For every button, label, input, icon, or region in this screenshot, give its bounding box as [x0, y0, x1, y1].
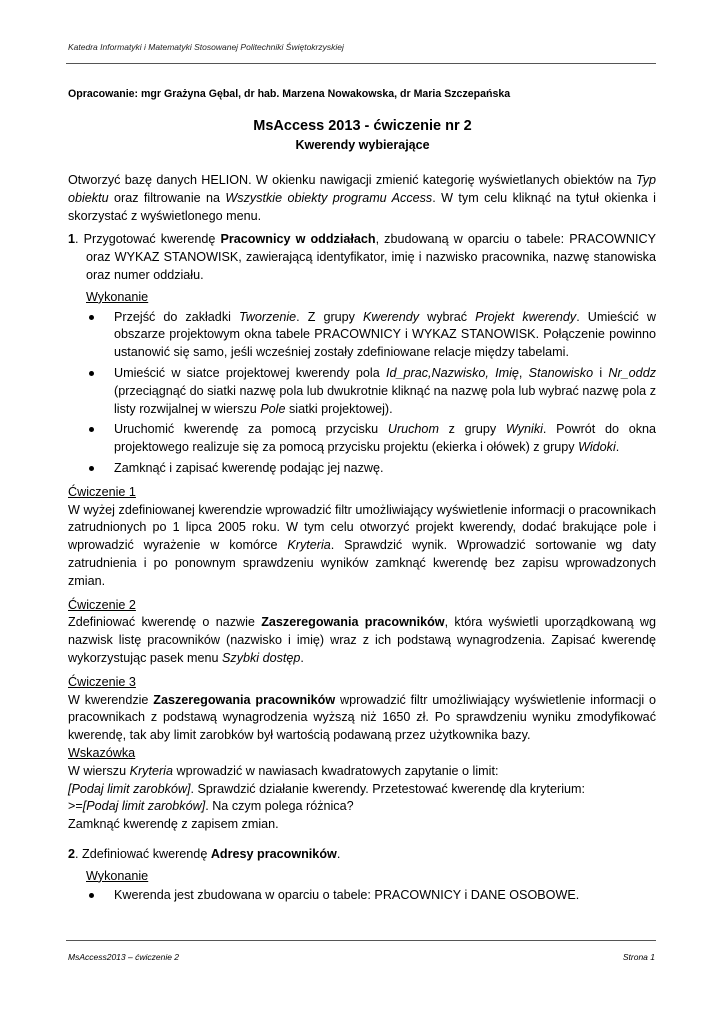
footer-left: MsAccess2013 – ćwiczenie 2 [68, 952, 180, 962]
hint-line-4: Zamknąć kwerendę z zapisem zmian. [68, 817, 279, 832]
task-2-steps [86, 887, 656, 905]
intro-paragraph: Otworzyć bazę danych HELION. W okienku nawigacji zmienić kategorię wyświetlanych obiektów na Typ obiektu oraz filtrowanie na Wszystkie obiekty programu Access. W tym celu kliknąć na tytuł okienka i skorzystać z wyświetlonego menu. [68, 173, 656, 223]
footer-rule [66, 940, 656, 941]
header-rule [66, 63, 656, 64]
list-item: Przejść do zakładki Tworzenie. Z grupy Kwerendy wybrać Projekt kwerendy. Umieścić w obszarze projektowym okna tabele PRACOWNICY i WYKAZ STANOWISK. Połączenie powinno ustanowić się samo, jeśli wcześniej zostały zdefiniowane relacje między tabelami. [86, 309, 656, 362]
exercise-3-text: W kwerendzie Zaszeregowania pracowników wprowadzić filtr umożliwiający wyświetlenie informacji o pracownikach z podstawą wynagrodzenia wyższą niż 1650 zł. Po sprawdzeniu wyniku zmodyfikować kwerendę, tak aby limit zarobków był wartością podawaną przez użytkownika bazy. [68, 692, 657, 743]
list-item: Umieścić w siatce projektowej kwerendy pola Id_prac,Nazwisko, Imię, Stanowisko i Nr_oddz (przeciągnąć do siatki nazwę pola lub dwukrotnie kliknąć na nazwę pola lub wybrać nazwę pola z listy rozwijalnej w wierszu Pole siatki projektowej). [86, 365, 656, 418]
bullet-icon [89, 427, 94, 432]
document-body [68, 172, 656, 908]
task-1-wykonanie-heading: Wykonanie [86, 289, 149, 304]
list-item: Zamknąć i zapisać kwerendę podając jej nazwę. [86, 460, 656, 478]
page-number: Strona 1 [622, 952, 655, 962]
authors-line: Opracowanie: mgr Grażyna Gębal, dr hab. Marzena Nowakowska, dr Maria Szczepańska [68, 88, 511, 100]
list-item: Uruchomić kwerendę za pomocą przycisku Uruchom z grupy Wyniki. Powrót do okna projektowego realizuje się za pomocą przycisku projektu (ekierka i ołówek) z grupy Widoki. [86, 421, 656, 457]
hint-line-2: [Podaj limit zarobków]. Sprawdzić działanie kwerendy. Przetestować kwerendę dla kryterium: [68, 781, 586, 796]
exercise-1-text: W wyżej zdefiniowanej kwerendzie wprowadzić filtr umożliwiający wyświetlenie informacji o pracownikach zatrudnionych po 1 lipca 2005 roku. W tym celu otworzyć projekt kwerendy, dodać brakujące pole i wprowadzić wyrażenie w komórce Kryteria. Sprawdzić wynik. Wprowadzić sortowanie wg daty zatrudnienia i po ponownym sprawdzeniu wyników zamknąć kwerendę bez zapisu wprowadzonych zmian. [68, 502, 656, 588]
document-title: MsAccess 2013 - ćwiczenie nr 2 [253, 118, 472, 134]
list-item: Kwerenda jest zbudowana w oparciu o tabele: PRACOWNICY i DANE OSOBOWE. [86, 887, 656, 905]
task-1-steps [86, 309, 656, 478]
document-subtitle: Kwerendy wybierające [295, 138, 430, 152]
hint-line-1: W wierszu Kryteria wprowadzić w nawiasach kwadratowych zapytanie o limit: [68, 763, 499, 778]
page-header: Katedra Informatyki i Matematyki Stosowanej Politechniki Świętokrzyskiej [68, 42, 344, 52]
hint-heading: Wskazówka [68, 745, 136, 760]
hint-line-3: >=[Podaj limit zarobków]. Na czym polega różnica? [68, 799, 354, 814]
bullet-icon [89, 315, 94, 320]
bullet-icon [89, 466, 94, 471]
exercise-3-heading: Ćwiczenie 3 [68, 674, 136, 689]
bullet-icon [89, 893, 94, 898]
exercise-1-heading: Ćwiczenie 1 [68, 484, 136, 499]
task-2: 2. Zdefiniować kwerendę Adresy pracowników. [68, 846, 341, 861]
exercise-2-heading: Ćwiczenie 2 [68, 597, 136, 612]
task-1: 1. Przygotować kwerendę Pracownicy w oddziałach, zbudowaną w oparciu o tabele: PRACOWNICY oraz WYKAZ STANOWISK, zawierającą identyfikator, imię i nazwisko pracownika, nazwę stanowiska oraz numer oddziału. [68, 232, 657, 282]
task-2-wykonanie-heading: Wykonanie [86, 868, 149, 883]
bullet-icon [89, 371, 94, 376]
exercise-2-text: Zdefiniować kwerendę o nazwie Zaszeregowania pracowników, która wyświetli uporządkowaną wg nazwisk listę pracowników (nazwisko i imię) wraz z ich podstawą wynagrodzenia. Zapisać kwerendę wykorzystując pasek menu Szybki dostęp. [68, 615, 656, 665]
